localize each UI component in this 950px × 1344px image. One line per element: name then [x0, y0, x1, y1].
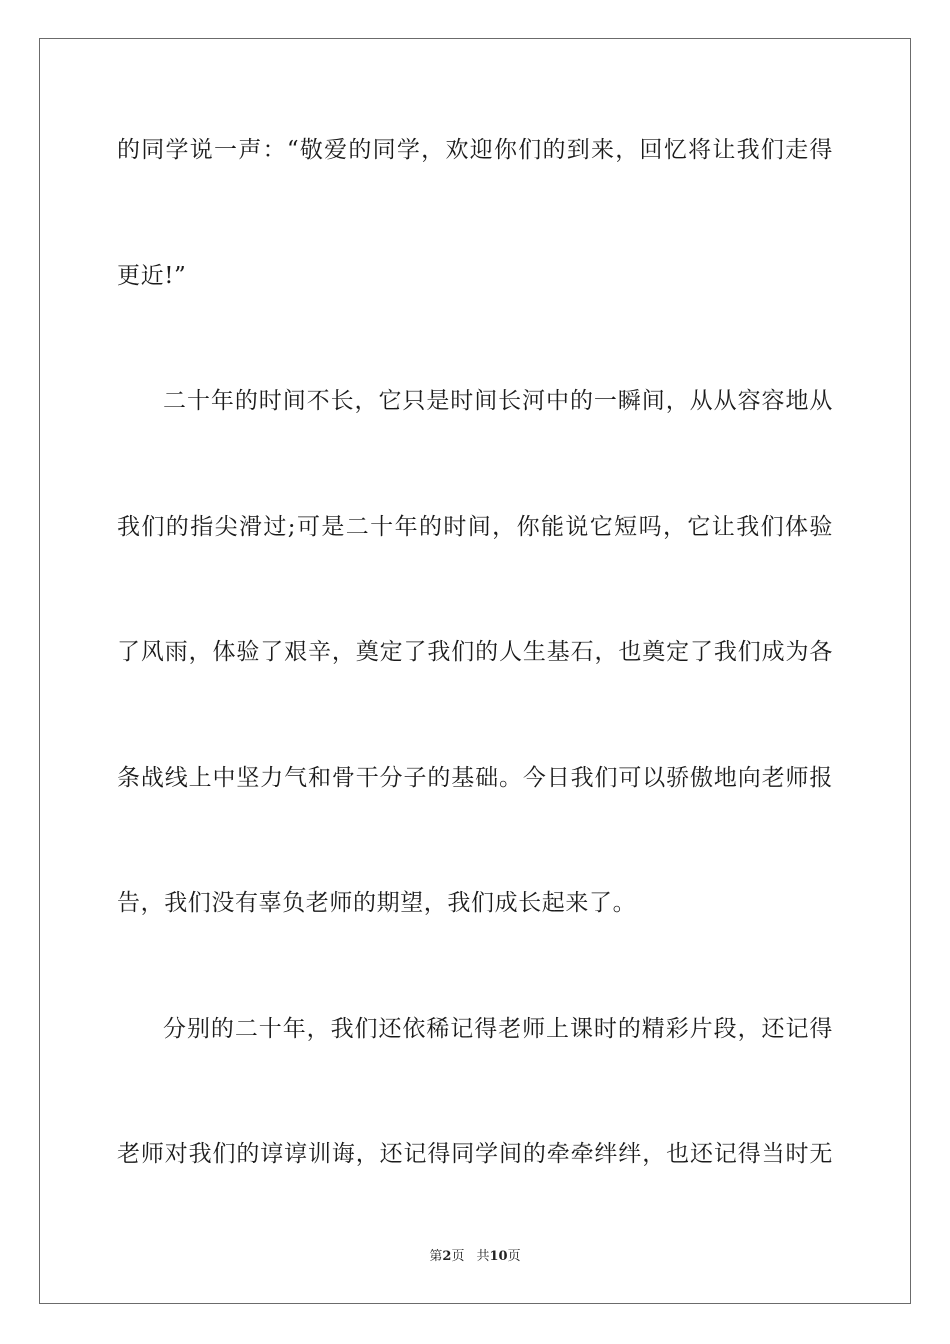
- page-number: 2: [442, 1249, 452, 1264]
- text-line: 告，我们没有辜负老师的期望，我们成长起来了。: [117, 890, 637, 916]
- text-line: 我们的指尖滑过;可是二十年的时间，你能说它短吗，它让我们体验: [117, 514, 833, 540]
- page-border: [39, 38, 911, 1304]
- text-line: 更近!”: [117, 263, 187, 289]
- page-suffix: 页: [451, 1249, 465, 1264]
- page-prefix: 第: [429, 1249, 443, 1264]
- text-line: 了风雨，体验了艰辛，奠定了我们的人生基石，也奠定了我们成为各: [117, 639, 833, 665]
- text-line: 老师对我们的谆谆训诲，还记得同学间的牵牵绊绊，也还记得当时无: [117, 1141, 833, 1167]
- total-prefix: 共: [476, 1249, 490, 1264]
- page-footer: [0, 1248, 950, 1266]
- total-pages: 10: [489, 1249, 508, 1264]
- text-line: 条战线上中坚力气和骨干分子的基础。今日我们可以骄傲地向老师报: [117, 765, 833, 791]
- total-suffix: 页: [507, 1249, 521, 1264]
- text-line: 的同学说一声：“敬爱的同学，欢迎你们的到来，回忆将让我们走得: [117, 137, 833, 163]
- paragraph-start-line: 分别的二十年，我们还依稀记得老师上课时的精彩片段，还记得: [163, 1016, 833, 1042]
- paragraph-start-line: 二十年的时间不长，它只是时间长河中的一瞬间，从从容容地从: [163, 388, 833, 414]
